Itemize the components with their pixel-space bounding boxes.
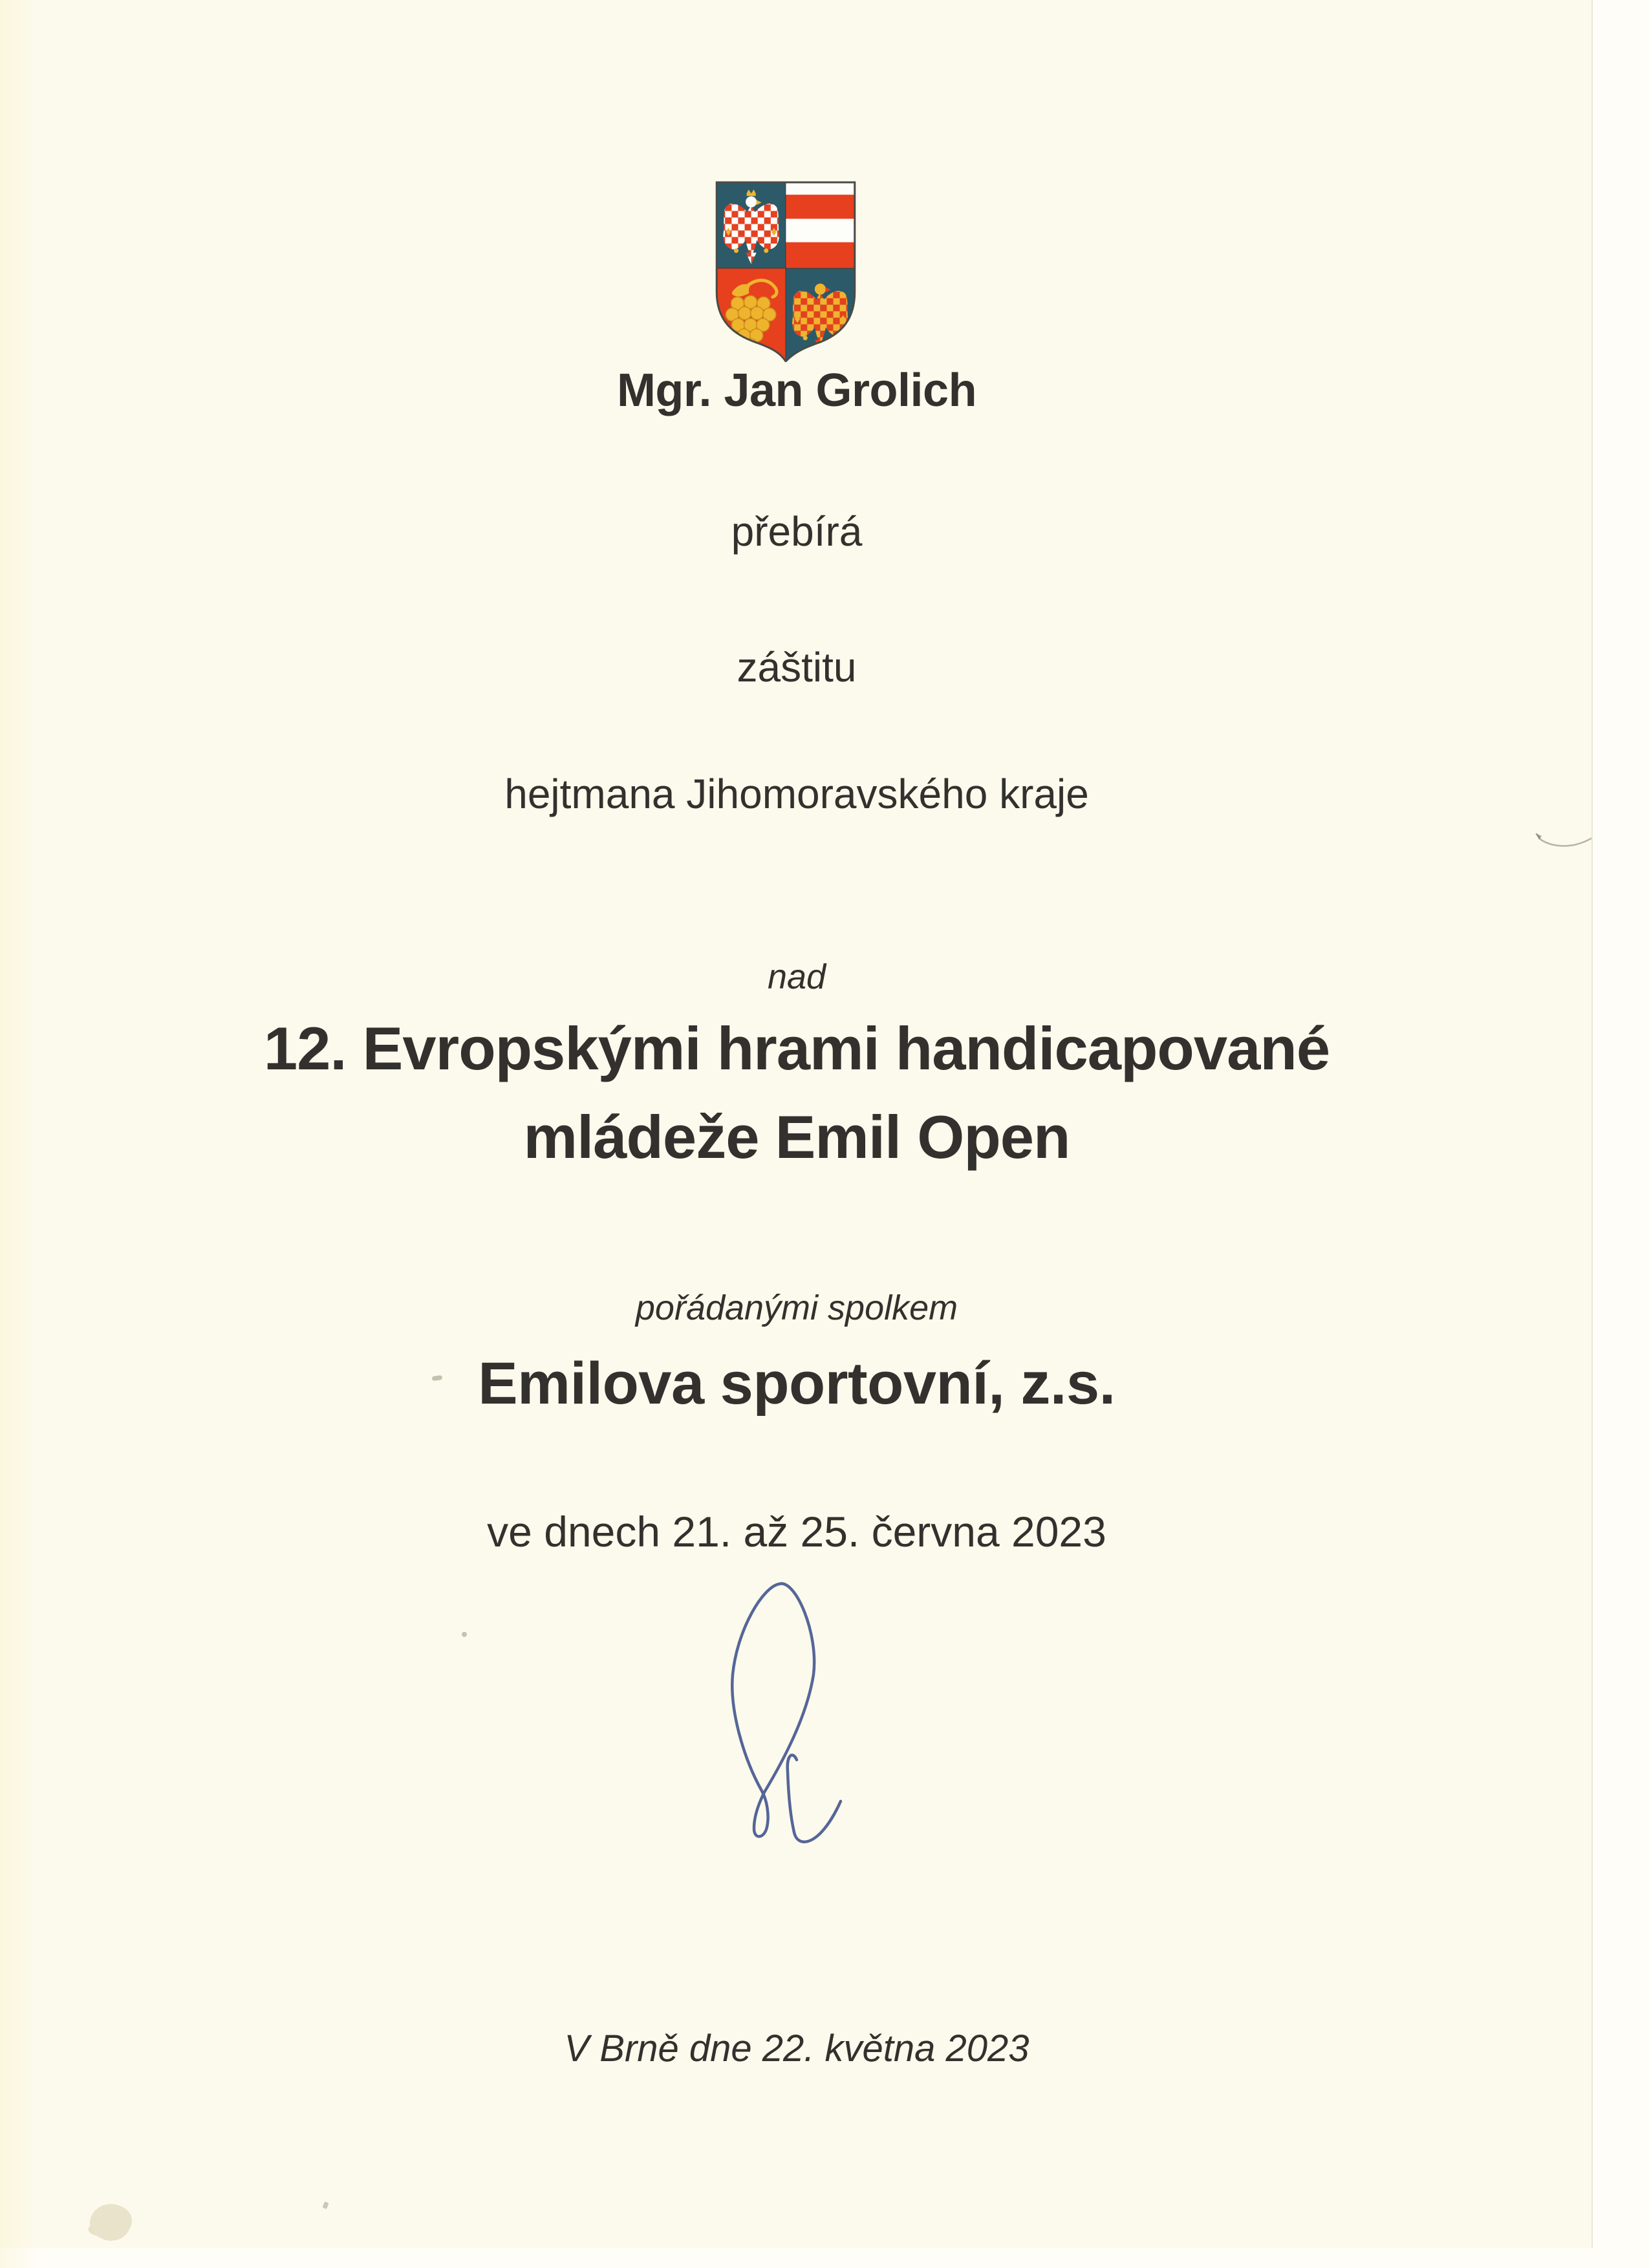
governor-name: Mgr. Jan Grolich xyxy=(616,365,977,416)
stripes-quarter xyxy=(786,182,855,268)
line-poradanymi: pořádanými spolkem xyxy=(635,1289,958,1327)
scan-artifact-curve xyxy=(1534,830,1599,852)
coat-of-arms-south-moravia-icon xyxy=(714,180,857,362)
scan-artifact-dot xyxy=(462,1632,467,1637)
event-title-line2: mládeže Emil Open xyxy=(523,1103,1070,1171)
organizer-name: Emilova sportovní, z.s. xyxy=(478,1351,1116,1417)
scan-edge-left xyxy=(0,0,39,2268)
place-and-date: V Brně dne 22. května 2023 xyxy=(564,2027,1029,2070)
line-hejtmana: hejtmana Jihomoravského kraje xyxy=(504,771,1089,817)
line-prebira: přebírá xyxy=(731,508,863,555)
signature-handwritten xyxy=(724,1578,847,1846)
line-zastitu: záštitu xyxy=(737,644,857,690)
event-title-line1: 12. Evropskými hrami handicapované xyxy=(263,1014,1330,1082)
event-dates: ve dnech 21. až 25. června 2023 xyxy=(487,1508,1106,1556)
scan-edge-right xyxy=(1591,0,1649,2268)
line-nad: nad xyxy=(767,957,826,996)
scan-edge-bottom xyxy=(0,2248,1649,2268)
scan-artifact-speck xyxy=(323,2201,329,2209)
scan-artifact-smudge xyxy=(85,2197,137,2248)
